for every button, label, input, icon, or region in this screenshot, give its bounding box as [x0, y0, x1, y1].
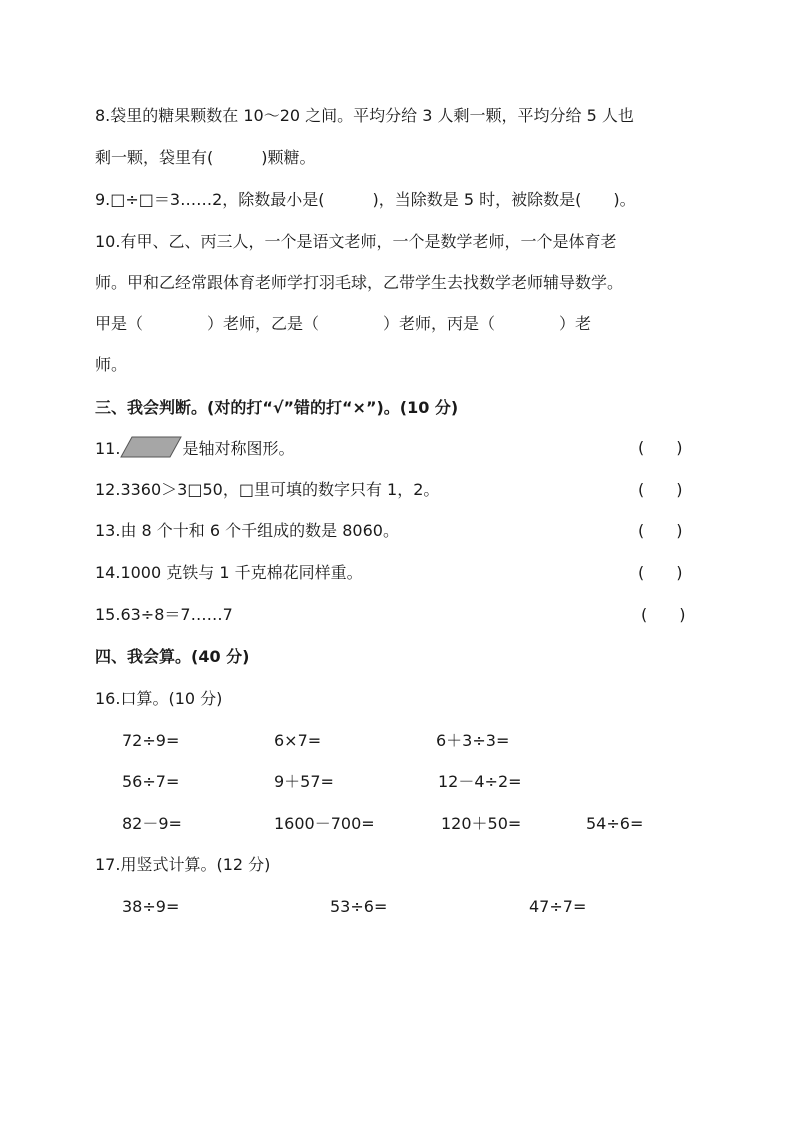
mental-calc-item: 56÷7= [122, 772, 180, 791]
answer-blank-11[interactable]: ( ) [638, 438, 683, 457]
mental-calc-item: 72÷9= [122, 731, 180, 750]
question-11-text: 是轴对称图形。 [182, 439, 295, 458]
question-14: 14.1000 克铁与 1 千克棉花同样重。 [95, 563, 363, 582]
mental-calc-item: 54÷6= [586, 814, 644, 833]
answer-blank-14[interactable]: ( ) [638, 563, 683, 582]
mental-calc-item: 6＋3÷3= [436, 731, 510, 750]
question-11-number: 11. [95, 439, 121, 458]
question-10-line-2: 师。甲和乙经常跟体育老师学打羽毛球，乙带学生去找数学老师辅导数学。 [95, 273, 624, 292]
mental-calc-item: 6×7= [274, 731, 322, 750]
section-3-heading: 三、我会判断。(对的打“√”错的打“×”)。(10 分) [95, 398, 459, 417]
question-17-title: 17.用竖式计算。(12 分) [95, 855, 271, 874]
question-9: 9.□÷□＝3……2，除数最小是( )，当除数是 5 时，被除数是( )。 [95, 190, 636, 209]
mental-calc-item: 9＋57= [274, 772, 334, 791]
answer-blank-12[interactable]: ( ) [638, 480, 683, 499]
answer-blank-13[interactable]: ( ) [638, 521, 683, 540]
question-8-line-2: 剩一颗，袋里有( )颗糖。 [95, 148, 316, 167]
vertical-calc-item: 38÷9= [122, 897, 180, 916]
vertical-calc-item: 53÷6= [330, 897, 388, 916]
question-16-title: 16.口算。(10 分) [95, 689, 223, 708]
mental-calc-item: 12－4÷2= [438, 772, 522, 791]
mental-calc-item: 82－9= [122, 814, 182, 833]
answer-blank-15[interactable]: ( ) [641, 605, 686, 624]
question-11 [95, 436, 294, 461]
question-10-line-3: 甲是（ ）老师，乙是（ ）老师，丙是（ ）老 [95, 314, 592, 333]
mental-calc-item: 1600－700= [274, 814, 375, 833]
question-10-line-1: 10.有甲、乙、丙三人，一个是语文老师，一个是数学老师，一个是体育老 [95, 232, 617, 251]
mental-calc-item: 120＋50= [441, 814, 522, 833]
question-13: 13.由 8 个十和 6 个千组成的数是 8060。 [95, 521, 399, 540]
question-10-line-4: 师。 [95, 355, 128, 374]
question-8-line-1: 8.袋里的糖果颗数在 10～20 之间。平均分给 3 人剩一颗，平均分给 5 人也 [95, 106, 634, 125]
question-12: 12.3360＞3□50，□里可填的数字只有 1，2。 [95, 480, 440, 499]
vertical-calc-item: 47÷7= [529, 897, 587, 916]
question-15: 15.63÷8＝7……7 [95, 605, 233, 624]
parallelogram-shape [120, 436, 182, 458]
section-4-heading: 四、我会算。(40 分) [95, 647, 250, 666]
